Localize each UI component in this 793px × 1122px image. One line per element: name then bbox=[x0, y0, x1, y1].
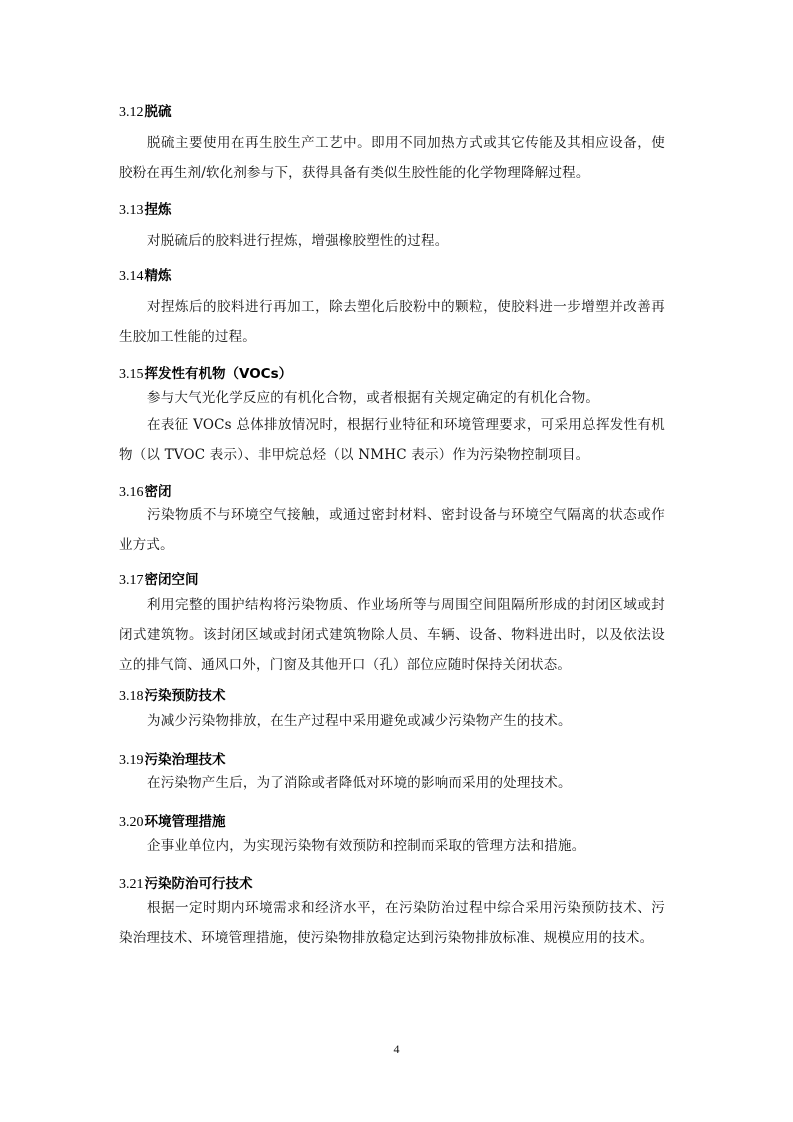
section-title: 精炼 bbox=[144, 268, 172, 284]
section-paragraph: 在污染物产生后，为了消除或者降低对环境的影响而采用的处理技术。 bbox=[147, 775, 572, 791]
section-paragraph: 根据一定时期内环境需求和经济水平，在污染防治过程中综合采用污染预防技术、污染治理技术、环境管理措施，使污染物排放稳定达到污染物排放标准、规模应用的技术。 bbox=[119, 900, 665, 946]
section-title: 密闭 bbox=[144, 484, 172, 500]
section-title: 污染预防技术 bbox=[144, 688, 226, 704]
section-number: 3.19 bbox=[119, 753, 144, 768]
section-paragraph: 脱硫主要使用在再生胶生产工艺中。即用不同加热方式或其它传能及其相应设备，使胶粉在再生剂/软化剂参与下，获得具备有类似生胶性能的化学物理降解过程。 bbox=[119, 135, 665, 181]
section-number: 3.14 bbox=[119, 269, 144, 284]
section-heading bbox=[119, 570, 199, 591]
section-number: 3.20 bbox=[119, 815, 144, 830]
section-paragraph: 对捏炼后的胶料进行再加工，除去塑化后胶粉中的颗粒，使胶料进一步增塑并改善再生胶加工性能的过程。 bbox=[119, 299, 665, 345]
section-number: 3.13 bbox=[119, 203, 144, 218]
section-paragraph: 在表征 VOCs 总体排放情况时，根据行业特征和环境管理要求，可采用总挥发性有机物（以 TVOC 表示）、非甲烷总烃（以 NMHC 表示）作为污染物控制项目。 bbox=[119, 417, 665, 463]
section-title: 挥发性有机物（VOCs） bbox=[144, 366, 293, 382]
section-heading bbox=[119, 686, 226, 707]
section-number: 3.16 bbox=[119, 485, 144, 500]
section-title: 污染防治可行技术 bbox=[144, 876, 253, 892]
section-paragraph: 利用完整的围护结构将污染物质、作业场所等与周围空间阻隔所形成的封闭区域或封闭式建筑物。该封闭区域或封闭式建筑物除人员、车辆、设备、物料进出时，以及依法设立的排气筒、通风口外，门窗及其他开口（孔）部位应随时保持关闭状态。 bbox=[119, 597, 665, 673]
section-heading bbox=[119, 266, 172, 287]
section-number: 3.15 bbox=[119, 367, 144, 382]
section-heading bbox=[119, 812, 226, 833]
section-number: 3.17 bbox=[119, 573, 144, 588]
section-heading bbox=[119, 200, 172, 221]
section-paragraph: 企事业单位内，为实现污染物有效预防和控制而采取的管理方法和措施。 bbox=[147, 838, 586, 854]
section-title: 环境管理措施 bbox=[144, 814, 226, 830]
section-title: 密闭空间 bbox=[144, 572, 199, 588]
section-number: 3.12 bbox=[119, 105, 144, 120]
section-number: 3.21 bbox=[119, 877, 144, 892]
section-paragraph: 污染物质不与环境空气接触，或通过密封材料、密封设备与环境空气隔离的状态或作业方式。 bbox=[119, 507, 665, 553]
section-title: 捏炼 bbox=[144, 202, 172, 218]
section-paragraph: 参与大气光化学反应的有机化合物，或者根据有关规定确定的有机化合物。 bbox=[147, 390, 600, 406]
section-title: 脱硫 bbox=[144, 104, 172, 120]
section-title: 污染治理技术 bbox=[144, 752, 226, 768]
section-heading bbox=[119, 102, 172, 123]
section-paragraph: 对脱硫后的胶料进行捏炼，增强橡胶塑性的过程。 bbox=[147, 233, 449, 249]
section-heading bbox=[119, 874, 253, 895]
section-paragraph: 为减少污染物排放，在生产过程中采用避免或减少污染物产生的技术。 bbox=[147, 713, 572, 729]
section-number: 3.18 bbox=[119, 689, 144, 704]
page-number: 4 bbox=[393, 1042, 400, 1056]
section-heading bbox=[119, 364, 292, 385]
